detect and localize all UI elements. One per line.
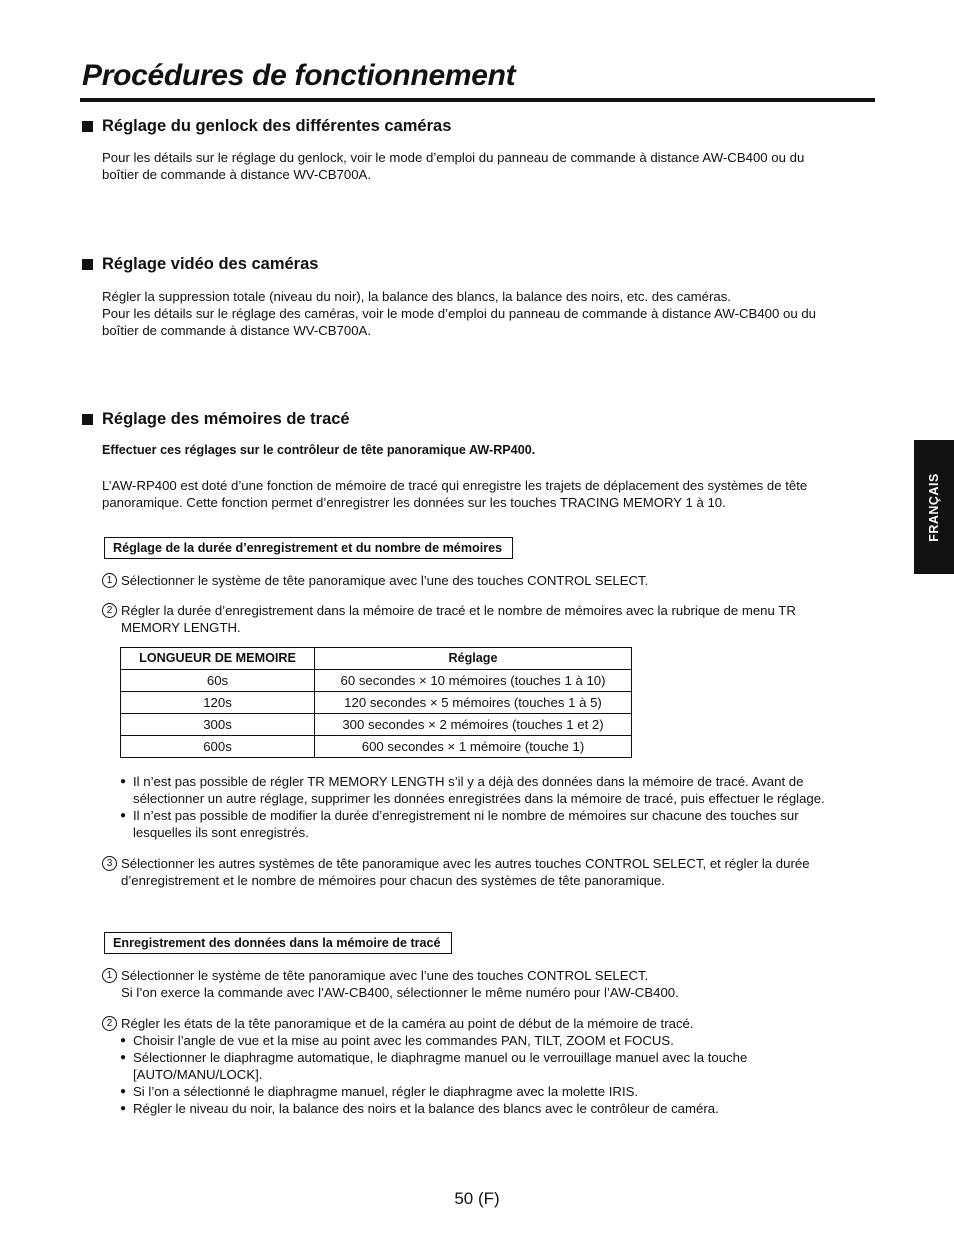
- table-cell: 600s: [121, 736, 315, 758]
- video-paragraph: [102, 288, 872, 339]
- bullet-text: [133, 807, 880, 841]
- text-line: Régler la suppression totale (niveau du noir), la balance des blancs, la balance des noirs, etc. des caméras.: [102, 289, 731, 304]
- text-line: panoramique. Cette fonction permet d’enregistrer les données sur les touches TRACING MEMORY 1 à 10.: [102, 495, 726, 510]
- section-heading-video-text: Réglage vidéo des caméras: [102, 255, 319, 273]
- table-cell: 60 secondes × 10 mémoires (touches 1 à 10): [315, 670, 632, 692]
- table-cell: 300 secondes × 2 mémoires (touches 1 et 2): [315, 714, 632, 736]
- table-cell: 120s: [121, 692, 315, 714]
- list-item: [120, 1049, 880, 1083]
- circled-number: 1: [102, 968, 117, 983]
- step-text: Sélectionner le système de tête panoramique avec l’une des touches CONTROL SELECT.: [121, 573, 649, 588]
- text-line: Pour les détails sur le réglage du genlock, voir le mode d’emploi du panneau de commande à distance AW-CB400 ou du: [102, 150, 805, 165]
- text-line: Régler la durée d’enregistrement dans la mémoire de tracé et le nombre de mémoires avec la rubrique de menu TR: [121, 603, 796, 618]
- bullet-icon: ●: [120, 776, 127, 787]
- circled-number: 3: [102, 856, 117, 871]
- text-line: boîtier de commande à distance WV-CB700A.: [102, 167, 372, 182]
- section-heading-tracing: [82, 409, 350, 429]
- section-heading-video: [82, 254, 318, 274]
- section-heading-tracing-text: Réglage des mémoires de tracé: [102, 410, 350, 428]
- text-line: boîtier de commande à distance WV-CB700A.: [102, 323, 372, 338]
- bullet-text: [133, 773, 880, 807]
- bullet-icon: ●: [120, 1052, 127, 1063]
- duration-notes-list: [120, 773, 880, 841]
- recording-bullets-list: [120, 1032, 880, 1117]
- genlock-paragraph: [102, 149, 872, 183]
- page-number: 50 (F): [454, 1189, 500, 1208]
- list-item: [120, 1100, 880, 1117]
- list-item: [120, 807, 880, 841]
- bullet-text: Choisir l’angle de vue et la mise au point avec les commandes PAN, TILT, ZOOM et FOCUS.: [133, 1033, 674, 1048]
- step-text: [121, 602, 862, 636]
- square-icon: [82, 121, 93, 132]
- circled-number: 2: [102, 603, 117, 618]
- bullet-text: [133, 1049, 880, 1083]
- circled-number: 1: [102, 573, 117, 588]
- text-line: d’enregistrement et le nombre de mémoires pour chacun des systèmes de tête panoramique.: [121, 873, 665, 888]
- table-header-row: [121, 648, 632, 670]
- recording-subheading-box: Enregistrement des données dans la mémoire de tracé: [104, 932, 452, 954]
- duration-subheading-box: Réglage de la durée d’enregistrement et du nombre de mémoires: [104, 537, 513, 559]
- table-cell: 60s: [121, 670, 315, 692]
- text-line: Pour les détails sur le réglage des caméras, voir le mode d’emploi du panneau de commande à distance AW-CB400 ou du: [102, 306, 816, 321]
- duration-step-3: [102, 855, 862, 889]
- bullet-text: Si l’on a sélectionné le diaphragme manuel, régler le diaphragme avec la molette IRIS.: [133, 1084, 639, 1099]
- bullet-icon: ●: [120, 1103, 127, 1114]
- bullet-icon: ●: [120, 1086, 127, 1097]
- list-item: [120, 773, 880, 807]
- text-line: L’AW-RP400 est doté d’une fonction de mémoire de tracé qui enregistre les trajets de déplacement des systèmes de tête: [102, 478, 808, 493]
- duration-step-2: [102, 602, 862, 636]
- text-line: Si l’on exerce la commande avec l’AW-CB400, sélectionner le même numéro pour l’AW-CB400.: [121, 985, 679, 1000]
- column-header: LONGUEUR DE MEMOIRE: [121, 648, 315, 670]
- tracing-bold-note: Effectuer ces réglages sur le contrôleur de tête panoramique AW-RP400.: [102, 443, 536, 457]
- table-row: [121, 736, 632, 758]
- list-item: [120, 1032, 880, 1049]
- bullet-icon: ●: [120, 1035, 127, 1046]
- section-heading-genlock-text: Réglage du genlock des différentes caméras: [102, 117, 452, 135]
- language-side-tab: [914, 440, 954, 574]
- table-row: [121, 714, 632, 736]
- list-item: [120, 1083, 880, 1100]
- square-icon: [82, 259, 93, 270]
- section-heading-genlock: [82, 116, 451, 136]
- column-header: Réglage: [315, 648, 632, 670]
- title-rule: [80, 98, 875, 102]
- table-cell: 120 secondes × 5 mémoires (touches 1 à 5): [315, 692, 632, 714]
- text-line: Sélectionner les autres systèmes de tête panoramique avec les autres touches CONTROL SELECT, et régler la durée: [121, 856, 810, 871]
- language-label: FRANÇAIS: [926, 472, 941, 542]
- bullet-icon: ●: [120, 810, 127, 821]
- text-line: Sélectionner le système de tête panoramique avec l’une des touches CONTROL SELECT.: [121, 968, 649, 983]
- text-line: [AUTO/MANU/LOCK].: [133, 1067, 263, 1082]
- circled-number: 2: [102, 1016, 117, 1031]
- table-row: [121, 670, 632, 692]
- table-row: [121, 692, 632, 714]
- step-text: Régler les états de la tête panoramique et de la caméra au point de début de la mémoire de tracé.: [121, 1016, 694, 1031]
- text-line: lesquelles ils sont enregistrés.: [133, 825, 309, 840]
- text-line: MEMORY LENGTH.: [121, 620, 241, 635]
- table-cell: 300s: [121, 714, 315, 736]
- duration-step-1: [102, 572, 862, 589]
- recording-step-2: [102, 1015, 862, 1032]
- text-line: Il n’est pas possible de régler TR MEMORY LENGTH s’il y a déjà des données dans la mémoire de tracé. Avant de: [133, 774, 804, 789]
- bullet-text: Régler le niveau du noir, la balance des noirs et la balance des blancs avec le contrôleur de caméra.: [133, 1101, 719, 1116]
- text-line: Il n’est pas possible de modifier la durée d’enregistrement ni le nombre de mémoires sur chacune des touches sur: [133, 808, 799, 823]
- text-line: sélectionner un autre réglage, supprimer les données enregistrées dans la mémoire de tracé, puis effectuer le réglage.: [133, 791, 825, 806]
- page-title: Procédures de fonctionnement: [82, 59, 516, 92]
- memory-length-table: [120, 647, 632, 758]
- tracing-intro-paragraph: [102, 477, 872, 511]
- step-text: [121, 967, 862, 1001]
- step-text: [121, 855, 862, 889]
- table-cell: 600 secondes × 1 mémoire (touche 1): [315, 736, 632, 758]
- recording-step-1: [102, 967, 862, 1001]
- text-line: Sélectionner le diaphragme automatique, le diaphragme manuel ou le verrouillage manuel avec la touche: [133, 1050, 748, 1065]
- square-icon: [82, 414, 93, 425]
